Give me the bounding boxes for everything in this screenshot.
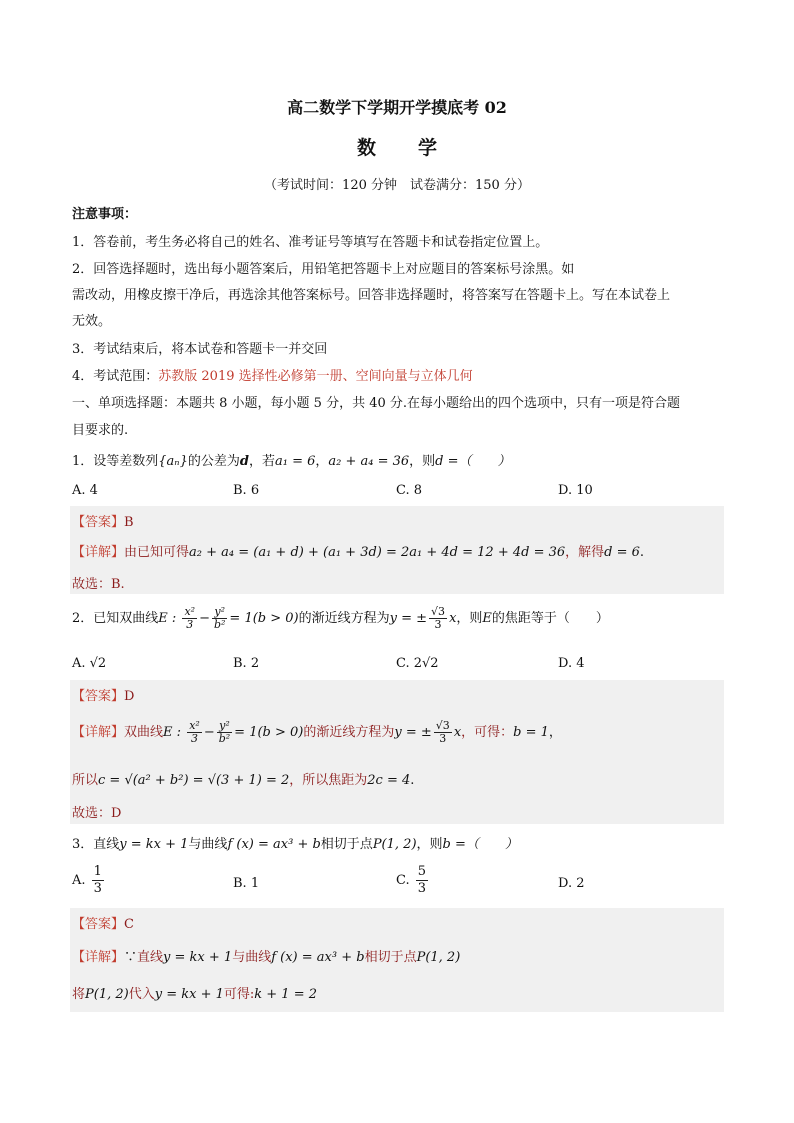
q2-answer-label: 【答案】 [72,689,125,704]
q3-answer [72,913,134,932]
q3-stem-c: 相切于点 [320,837,373,852]
q2-stem-a: 2．已知双曲线 [72,611,159,626]
q2-line2-a: 所以 [72,773,99,788]
q1-stem-e: ，则 [409,454,436,469]
q3-option-c[interactable]: C. $\frac{5}{3}$ [396,864,427,896]
q2-E: E : [158,611,177,626]
q3-answer-value: C [124,917,134,932]
q1-option-d[interactable]: D. 10 [558,483,593,498]
q1-d: d [239,454,249,469]
q2-answer [72,685,134,704]
q3-answer-label: 【答案】 [72,917,125,932]
q3-line-eq: y = kx + 1 [119,837,189,852]
q1-stem-c: ，若 [248,454,275,469]
q2-frac-x: $\frac{\text{x²}}{3}$ [184,605,196,631]
q2-option-b[interactable]: B. 2 [233,656,260,671]
q1-answer [72,511,134,530]
q1-detail-end: . [639,545,645,560]
q1-stem-a: 1．设等差数列 [72,454,159,469]
q3-stem-a: 3．直线 [72,837,120,852]
q1-detail-math: a₂ + a₄ = (a₁ + d) + (a₁ + 3d) = 2a₁ + 4d = 12 + 4d = 36 [189,545,566,560]
q1-option-c[interactable]: C. 8 [396,483,423,498]
section-heading-line2: 目要求的. [72,423,129,438]
section-heading-line1: 一、单项选择题：本题共 8 小题，每小题 5 分，共 40 分.在每小题给出的四个选项中，只有一项是符合题 [72,396,681,411]
notes-item-4 [72,365,473,384]
q3-option-a[interactable]: A. $\frac{1}{3}$ [72,864,102,896]
q1-answer-value: B [124,515,134,530]
q1-option-a[interactable]: A. 4 [72,483,98,498]
q1-cond2: a₂ + a₄ = 36 [328,454,410,469]
q2-asym: y = ± [389,611,428,626]
q1-option-b[interactable]: B. 6 [233,483,260,498]
notes-item-2b: 需改动，用橡皮擦干净后，再选涂其他答案标号。回答非选择题时，将答案写在答题卡上。写在本试卷上 [72,288,671,303]
q3-curve: f (x) = ax³ + b [227,837,321,852]
q2-eq: = 1(b > 0) [229,611,299,626]
q2-E2: E [482,611,492,626]
q2-minus: − [199,611,210,626]
q1-stem-b: 的公差为 [187,454,240,469]
q2-stem-c: ，则 [456,611,483,626]
q2-stem-b: 的渐近线方程为 [298,611,390,626]
q3-ask: b =（ ） [442,837,518,852]
notes-item-3: 3．考试结束后，将本试卷和答题卡一并交回 [72,342,328,357]
q2-frac-asym: $\frac{√3}{3}$ [431,605,446,631]
q2-line2-math: c = √(a² + b²) = √(3 + 1) = 2 [98,773,290,788]
notes-item-4-prefix: 4．考试范围： [72,369,159,384]
q1-detail-label: 【详解】 [72,545,125,560]
q2-option-d[interactable]: D. 4 [558,656,585,671]
q1-ask: d =（ ） [435,454,511,469]
q1-cond1: a₁ = 6 [274,454,316,469]
notes-heading: 注意事项： [72,207,138,222]
q1-answer-label: 【答案】 [72,515,125,530]
q2-line2-math2: 2c = 4 [367,773,411,788]
q3-point: P(1, 2) [372,837,417,852]
q2-option-c[interactable]: C. 2√2 [396,656,439,671]
q2-detail-c: ，可得： [461,725,514,740]
q1-detail-a: 由已知可得 [124,545,190,560]
subject-title: 数学 [356,137,479,159]
notes-item-1: 1．答卷前，考生务必将自己的姓名、准考证号等填写在答题卡和试卷指定位置上。 [72,235,549,250]
q3-detail: 【详解】∵直线y = kx + 1与曲线f (x) = ax³ + b相切于点P(1, 2) [72,950,461,965]
q2-stem-d: 的焦距等于（ ） [491,611,609,626]
q1-detail [72,541,644,560]
q1-detail-math2: d = 6 [604,545,640,560]
q2-detail-b: 的渐近线方程为 [303,725,395,740]
q2-detail-b1: b = 1 [513,725,549,740]
q3-stem-d: ，则 [416,837,443,852]
q2-detail-a: 双曲线 [124,725,164,740]
notes-item-2a: 2．回答选择题时，选出每小题答案后，用铅笔把答题卡上对应题目的答案标号涂黑。如 [72,262,575,277]
exam-title: 高二数学下学期开学摸底考 02 [287,98,507,117]
notes-item-2c: 无效。 [72,314,112,329]
q3-detail-label: 【详解】 [72,950,125,965]
q2-option-a[interactable]: A. √2 [72,656,107,671]
q1-conclusion: 故选：B. [72,577,125,592]
q3-line2-math: k + 1 = 2 [254,987,317,1002]
q2-detail: 【详解】双曲线E : $\frac{\text{x²}}{3}$ − $\frac{\text{y²}}{\text{b²}}$ = 1(b > 0)的渐近线方程为y = ± $\frac{√3}{3}$ x，可得：b = 1， [72,719,562,745]
q1-sequence: {aₙ} [158,454,188,469]
q2-answer-block [70,680,724,824]
q2-stem [72,604,609,634]
q3-detail-line2: 将P(1, 2)代入y = kx + 1可得:k + 1 = 2 [72,987,317,1002]
q2-frac-y: $\frac{\text{y²}}{\text{b²}}$ [213,605,226,631]
q3-option-b[interactable]: B. 1 [233,876,260,891]
q2-x: x [449,611,457,626]
q2-detail-label: 【详解】 [72,725,125,740]
q2-conclusion: 故选：D [72,806,122,821]
because-symbol: ∵ [124,950,138,965]
q1-detail-b: ，解得 [565,545,605,560]
q2-answer-value: D [124,689,135,704]
q1-sep: ， [315,454,329,469]
q3-stem [72,833,518,852]
q2-line2-b: ，所以焦距为 [289,773,368,788]
q3-stem-b: 与曲线 [188,837,228,852]
q3-option-d[interactable]: D. 2 [558,876,585,891]
q2-detail-line2: 所以c = √(a² + b²) = √(3 + 1) = 2，所以焦距为2c = 4. [72,773,415,788]
exam-info: （考试时间：120 分钟 试卷满分：150 分） [264,178,530,193]
q1-stem [72,450,511,469]
exam-scope: 苏教版 2019 选择性必修第一册、空间向量与立体几何 [158,369,473,384]
